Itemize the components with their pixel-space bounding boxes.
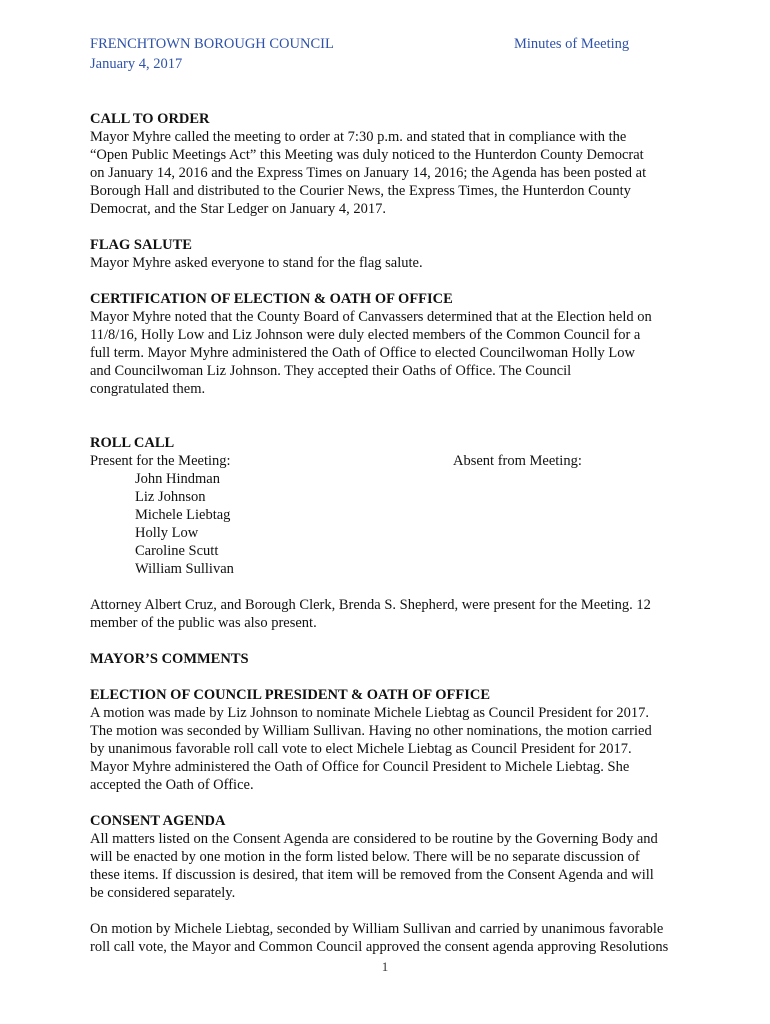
text-line: Attorney Albert Cruz, and Borough Clerk, Brenda S. Shepherd, were present for the Meeting. 12	[90, 597, 651, 613]
text-line: be considered separately.	[90, 885, 236, 901]
text-line: 11/8/16, Holly Low and Liz Johnson were duly elected members of the Common Council for a	[90, 327, 641, 343]
text-line: will be enacted by one motion in the form listed below. There will be no separate discussion of	[90, 849, 640, 865]
text-line: accepted the Oath of Office.	[90, 777, 254, 793]
text-line: Mayor Myhre asked everyone to stand for the flag salute.	[90, 255, 423, 271]
document-page	[90, 34, 690, 956]
meeting-date: January 4, 2017	[90, 56, 183, 72]
section-attendance	[90, 596, 690, 632]
section-heading: CERTIFICATION OF ELECTION & OATH OF OFFICE	[90, 291, 453, 307]
text-line: Mayor Myhre administered the Oath of Office for Council President to Michele Liebtag. She	[90, 759, 630, 775]
attendee-name: Liz Johnson	[135, 489, 206, 505]
text-line: and Councilwoman Liz Johnson. They accepted their Oaths of Office. The Council	[90, 363, 572, 379]
section-heading: CONSENT AGENDA	[90, 813, 226, 829]
text-line: “Open Public Meetings Act” this Meeting was duly noticed to the Hunterdon County Democrat	[90, 147, 644, 163]
page-header	[90, 34, 690, 74]
text-line: Mayor Myhre called the meeting to order at 7:30 p.m. and stated that in compliance with the	[90, 129, 627, 145]
attendee-name: Michele Liebtag	[135, 507, 231, 523]
section-heading: CALL TO ORDER	[90, 111, 210, 127]
text-line: Borough Hall and distributed to the Courier News, the Express Times, the Hunterdon County	[90, 183, 631, 199]
text-line: these items. If discussion is desired, that item will be removed from the Consent Agenda and will	[90, 867, 654, 883]
present-label: Present for the Meeting:	[90, 453, 231, 469]
section-roll-call	[90, 434, 690, 578]
section-flag-salute	[90, 236, 690, 272]
section-call-to-order	[90, 110, 690, 218]
text-line: on January 14, 2016 and the Express Times on January 14, 2016; the Agenda has been posted at	[90, 165, 647, 181]
org-name: FRENCHTOWN BOROUGH COUNCIL	[90, 36, 334, 52]
text-line: A motion was made by Liz Johnson to nominate Michele Liebtag as Council President for 2017.	[90, 705, 649, 721]
text-line: Mayor Myhre noted that the County Board of Canvassers determined that at the Election held on	[90, 309, 652, 325]
text-line: member of the public was also present.	[90, 615, 317, 631]
section-mayors-comments	[90, 650, 690, 668]
attendee-name: William Sullivan	[135, 561, 234, 577]
text-line: congratulated them.	[90, 381, 206, 397]
section-heading: FLAG SALUTE	[90, 237, 192, 253]
attendee-name: Holly Low	[135, 525, 199, 541]
text-line: The motion was seconded by William Sullivan. Having no other nominations, the motion carried	[90, 723, 652, 739]
text-line: Democrat, and the Star Ledger on January 4, 2017.	[90, 201, 386, 217]
section-heading: MAYOR’S COMMENTS	[90, 651, 249, 667]
section-certification	[90, 290, 690, 398]
attendee-name: Caroline Scutt	[135, 543, 219, 559]
attendee-name: John Hindman	[135, 471, 220, 487]
section-heading: ROLL CALL	[90, 435, 175, 451]
present-list	[90, 470, 690, 578]
doc-type: Minutes of Meeting	[514, 36, 630, 52]
absent-label: Absent from Meeting:	[453, 453, 582, 469]
section-consent-agenda	[90, 812, 690, 956]
text-line: On motion by Michele Liebtag, seconded by William Sullivan and carried by unanimous favorable	[90, 921, 664, 937]
page-number: 1	[381, 959, 389, 974]
text-line: by unanimous favorable roll call vote to elect Michele Liebtag as Council President for 2017.	[90, 741, 632, 757]
section-heading: ELECTION OF COUNCIL PRESIDENT & OATH OF OFFICE	[90, 687, 491, 703]
text-line: roll call vote, the Mayor and Common Council approved the consent agenda approving Resolutions	[90, 939, 669, 955]
section-council-president	[90, 686, 690, 794]
text-line: All matters listed on the Consent Agenda are considered to be routine by the Governing Body and	[90, 831, 658, 847]
text-line: full term. Mayor Myhre administered the Oath of Office to elected Councilwoman Holly Low	[90, 345, 635, 361]
